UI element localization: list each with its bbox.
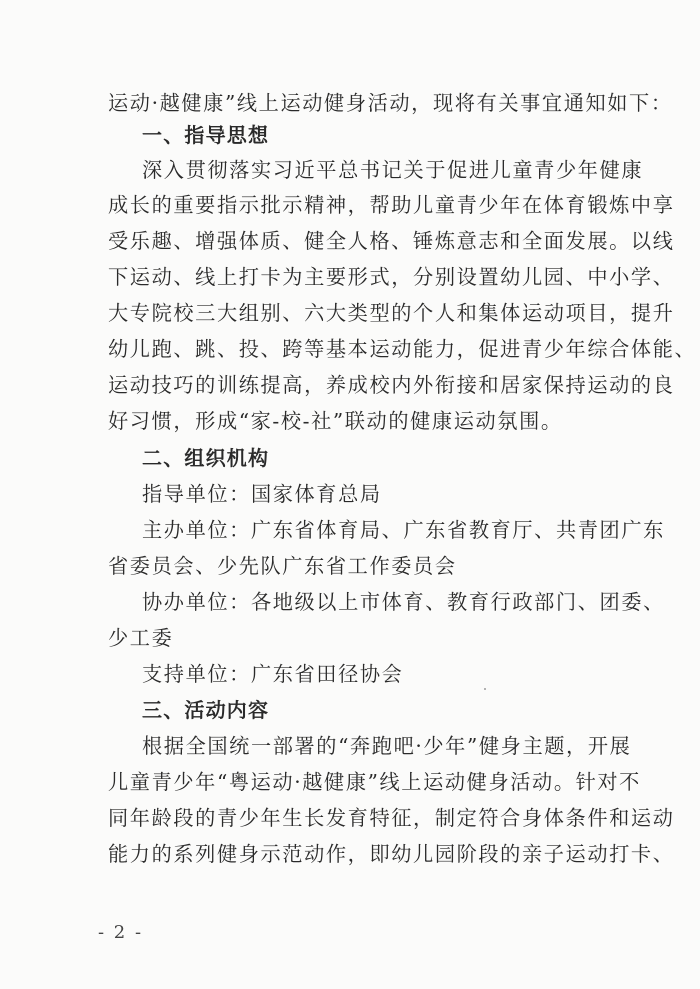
org-line-co-host-unit: 协办单位：各地级以上市体育、教育行政部门、团委、 [142,590,665,614]
paragraph-line: 能力的系列健身示范动作，即幼儿园阶段的亲子运动打卡、 [108,842,675,866]
paragraph-line: 大专院校三大组别、六大类型的个人和集体运动项目，提升 [108,301,675,325]
paragraph-line: 成长的重要指示批示精神，帮助儿童青少年在体育锻炼中享 [108,193,675,217]
org-line-guidance-unit: 指导单位：国家体育总局 [142,482,382,506]
paragraph-line: 运动技巧的训练提高，养成校内外衔接和居家保持运动的良 [108,373,675,397]
intro-line: 运动·越健康”线上运动健身活动，现将有关事宜通知如下： [108,91,673,115]
page-number: - 2 - [98,922,144,943]
org-line-host-unit-cont: 省委员会、少先队广东省工作委员会 [108,554,457,578]
paragraph-line: 受乐趣、增强体质、健全人格、锤炼意志和全面发展。以线 [108,229,675,253]
section-heading-activity-content: 三、活动内容 [142,698,270,722]
org-line-support-unit: 支持单位：广东省田径协会 [142,662,404,686]
paragraph-line: 下运动、线上打卡为主要形式，分别设置幼儿园、中小学、 [108,265,675,289]
org-line-host-unit: 主办单位：广东省体育局、广东省教育厅、共青团广东 [142,518,665,542]
paragraph-line: 同年龄段的青少年生长发育特征，制定符合身体条件和运动 [108,806,675,830]
paragraph-line: 好习惯，形成“家-校-社”联动的健康运动氛围。 [108,409,563,433]
scan-speck [484,688,486,690]
paragraph-line: 儿童青少年“粤运动·越健康”线上运动健身活动。针对不 [108,770,641,794]
paragraph-line: 深入贯彻落实习近平总书记关于促进儿童青少年健康 [142,158,644,182]
org-line-co-host-unit-cont: 少工委 [108,626,174,650]
paragraph-line: 根据全国统一部署的“奔跑吧·少年”健身主题，开展 [142,734,632,758]
section-heading-guiding-ideology: 一、指导思想 [142,123,270,147]
paragraph-line: 幼儿跑、跳、投、跨等基本运动能力，促进青少年综合体能、 [108,337,697,361]
section-heading-organization: 二、组织机构 [142,446,270,470]
